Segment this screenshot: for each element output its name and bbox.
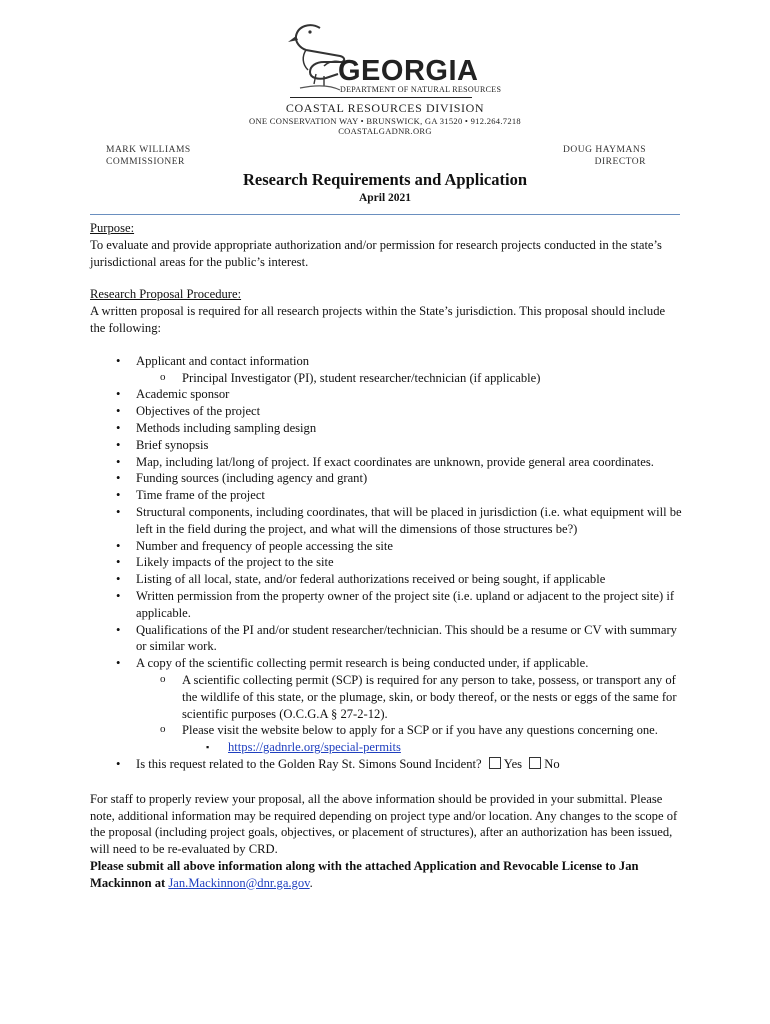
document-title: Research Requirements and Application	[242, 170, 528, 189]
division-name: COASTAL RESOURCES DIVISION	[285, 101, 485, 115]
purpose-section	[90, 220, 682, 270]
list-item: • Brief synopsis	[90, 437, 682, 454]
closing-section	[90, 791, 682, 892]
website-text: COASTALGADNR.ORG	[338, 126, 432, 136]
title-divider	[90, 214, 680, 215]
sub-list-item: o A scientific collecting permit (SCP) is required for any person to take, possess, or transport any of the wildlife of this state, or the plumage, skin, or body thereof, or the nests or eggs of the same for scientific purposes (O.C.G.A § 27-2-12).	[136, 672, 682, 722]
procedure-text: A written proposal is required for all research projects within the State’s jurisdiction. This proposal should include the following:	[90, 304, 666, 335]
org-name: GEORGIA	[338, 55, 479, 87]
list-item: • Listing of all local, state, and/or federal authorizations received or being sought, if applicable	[90, 571, 682, 588]
document-body	[90, 220, 682, 891]
commissioner-name: MARK WILLIAMS	[106, 145, 191, 155]
commissioner-title: COMMISSIONER	[106, 157, 185, 167]
no-label: No	[544, 756, 560, 771]
list-item: • Objectives of the project	[90, 403, 682, 420]
address-line: ONE CONSERVATION WAY • BRUNSWICK, GA 31520 • 912.264.7218	[249, 116, 521, 126]
closing-text: For staff to properly review your proposal, all the above information should be provided in your submittal. Please note, additional information may be required depending on project type and/or location. Any changes to the scope of the proposal (including project goals, objectives, or placement of structures), after an authorization has been issued, will need to be re-evaluated by CRD.	[90, 791, 678, 857]
list-item: • Number and frequency of people accessing the site	[90, 538, 682, 555]
letterhead-divider	[290, 97, 472, 98]
list-item: • Map, including lat/long of project. If exact coordinates are unknown, provide general area coordinates.	[90, 454, 682, 471]
yes-label: Yes	[503, 756, 523, 771]
list-item: • Qualifications of the PI and/or student researcher/technician. This should be a resume or CV with summary or similar work.	[90, 622, 682, 656]
submission-bold-text: Please submit all above information along with the attached Application and Revocable License to Jan Mackinnon at	[90, 858, 639, 890]
email-link[interactable]: Jan.Mackinnon@dnr.ga.gov	[168, 875, 310, 890]
list-item: • Structural components, including coordinates, that will be placed in jurisdiction (i.e. what equipment will be left in the field during the project, and what will the dimensions of those structures be?)	[90, 504, 682, 538]
list-item: • Applicant and contact information o Principal Investigator (PI), student researcher/technician (if applicable)	[90, 353, 682, 387]
list-item: • Is this request related to the Golden Ray St. Simons Sound Incident? Yes No	[90, 756, 682, 773]
sub-list-item: o Principal Investigator (PI), student researcher/technician (if applicable)	[136, 370, 682, 387]
procedure-section	[90, 286, 682, 336]
list-item: • Methods including sampling design	[90, 420, 682, 437]
procedure-heading: Research Proposal Procedure:	[90, 287, 242, 302]
list-item: • A copy of the scientific collecting permit research is being conducted under, if applicable. o A scientific collecting permit (SCP) is required for any person to take, possess, or transport any of the wildlife of this state, or the plumage, skin, or body thereof, or the nests or eggs of the same for scientific purposes (O.C.G.A § 27-2-12). o Please visit the website below to apply for a SCP or if you have any questions concerning one. ▪ https://gadnrle.org/special-permits	[90, 655, 682, 756]
list-item: • Academic sponsor	[90, 386, 682, 403]
commissioner-block	[106, 144, 191, 168]
director-block	[563, 144, 646, 168]
no-checkbox[interactable]	[529, 757, 541, 769]
purpose-text: To evaluate and provide appropriate authorization and/or permission for research projects conducted in the state’s jurisdictional areas for the public’s interest.	[90, 237, 662, 269]
list-item: • Time frame of the project	[90, 487, 682, 504]
yes-checkbox[interactable]	[489, 757, 501, 769]
director-name: DOUG HAYMANS	[563, 145, 646, 155]
requirements-list	[90, 353, 682, 773]
purpose-heading: Purpose:	[90, 221, 135, 235]
sub-sub-list-item	[182, 739, 682, 756]
department-name: DEPARTMENT OF NATURAL RESOURCES	[340, 85, 502, 94]
sub-list-item: o Please visit the website below to apply for a SCP or if you have any questions concerning one. ▪ https://gadnrle.org/special-permits	[136, 722, 682, 756]
list-item: • Written permission from the property owner of the project site (i.e. upland or adjacent to the project site) if applicable.	[90, 588, 682, 622]
director-title: DIRECTOR	[594, 157, 646, 167]
submission-instructions: Please submit all above information along with the attached Application and Revocable License to Jan Mackinnon at Jan.Mackinnon@dnr.ga.gov.	[90, 858, 639, 890]
document-date: April 2021	[358, 192, 412, 204]
list-item: • Funding sources (including agency and grant)	[90, 470, 682, 487]
list-item: • Likely impacts of the project to the site	[90, 554, 682, 571]
special-permits-link[interactable]: https://gadnrle.org/special-permits	[228, 740, 401, 755]
